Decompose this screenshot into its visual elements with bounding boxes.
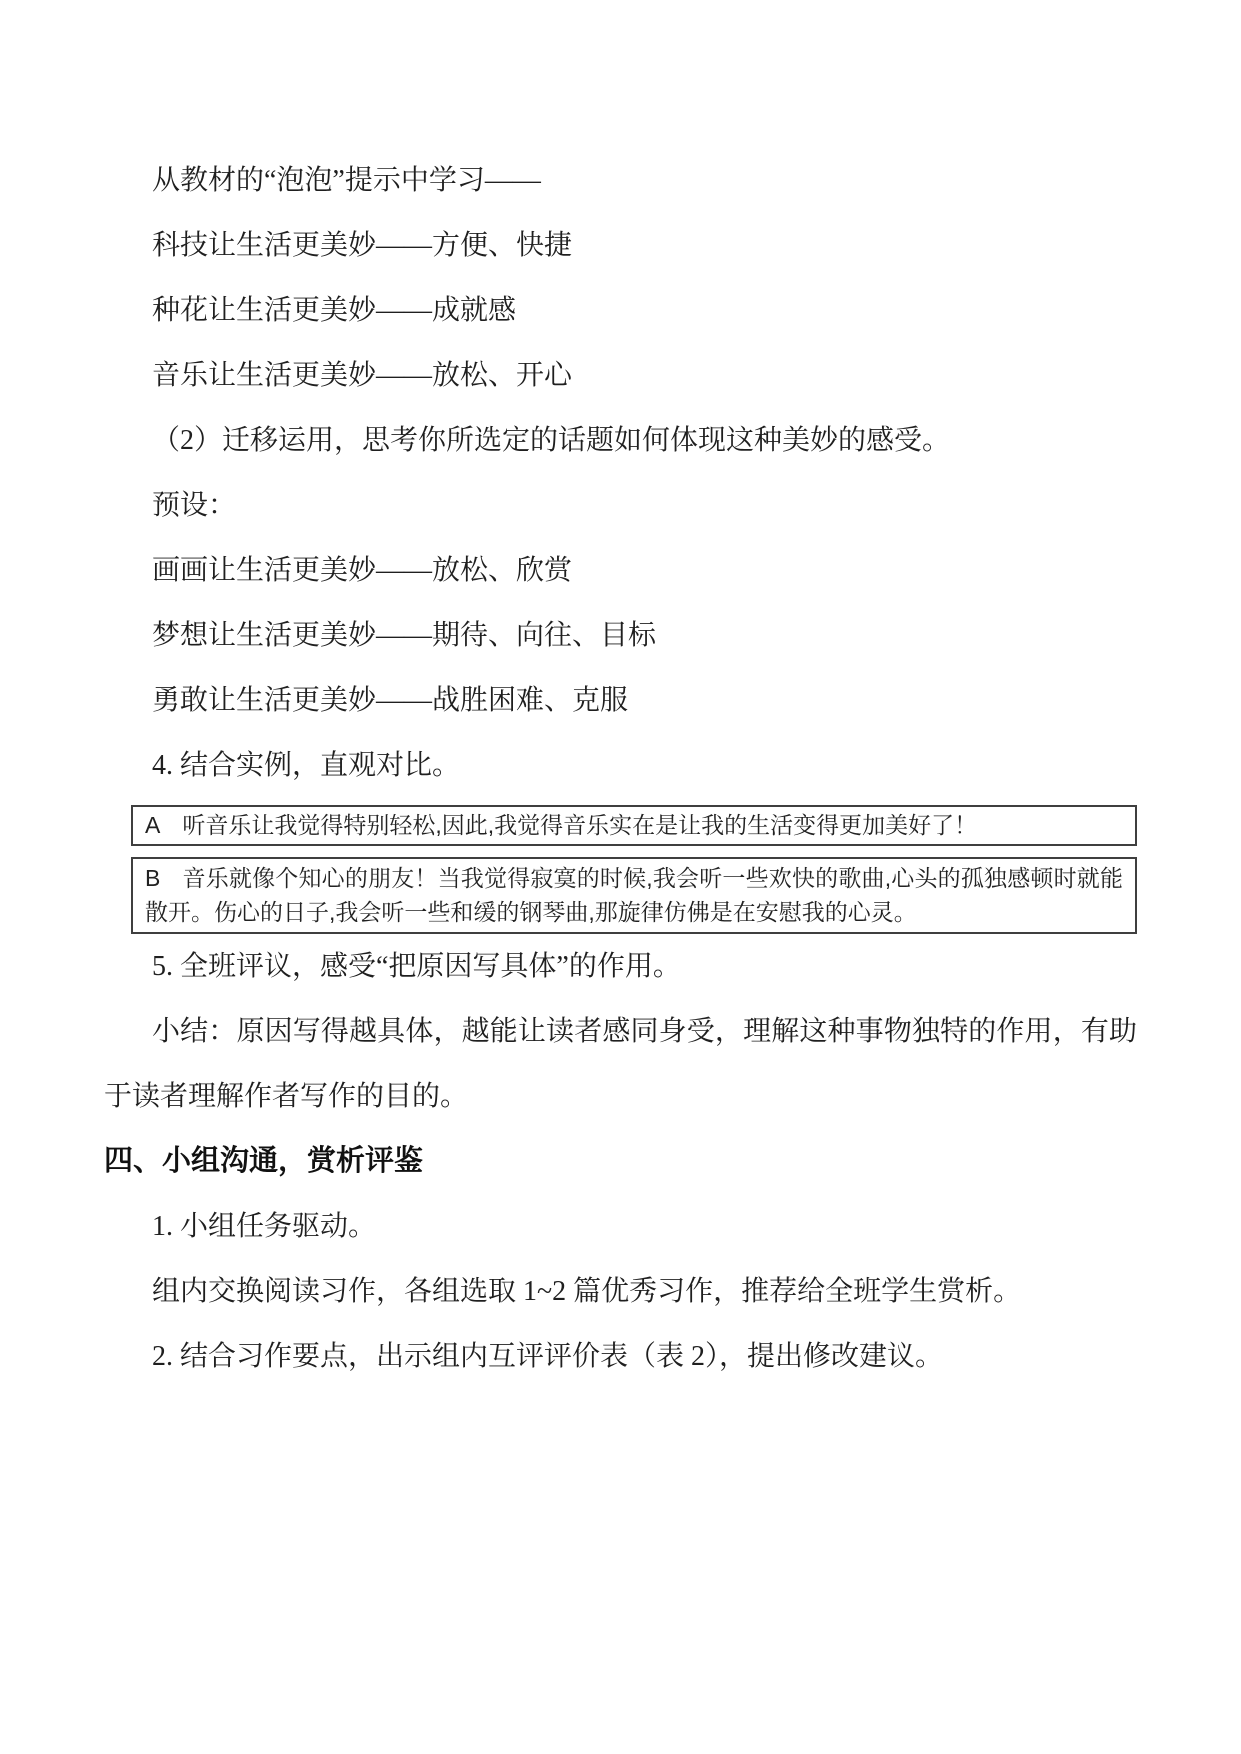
paragraph-flowers: 种花让生活更美妙——成就感 xyxy=(152,295,517,326)
paragraph-tech: 科技让生活更美妙——方便、快捷 xyxy=(152,230,573,261)
paragraph-drawing: 画画让生活更美妙——放松、欣赏 xyxy=(152,555,573,586)
paragraph-step5: 5. 全班评议，感受“把原因写具体”的作用。 xyxy=(152,951,681,982)
paragraph-music: 音乐让生活更美妙——放松、开心 xyxy=(152,360,573,391)
example-box-a xyxy=(131,805,1137,846)
paragraph-courage: 勇敢让生活更美妙——战胜困难、克服 xyxy=(152,685,629,716)
paragraph-exchange: 组内交换阅读习作，各组选取 1~2 篇优秀习作，推荐给全班学生赏析。 xyxy=(152,1276,1022,1307)
paragraph-summary: 小结：原因写得越具体，越能让读者感同身受，理解这种事物独特的作用，有助于读者理解作者写作的目的。 xyxy=(104,1016,1137,1112)
example-box-b xyxy=(131,857,1137,934)
paragraph-group-task: 1. 小组任务驱动。 xyxy=(152,1211,377,1242)
paragraph-bubble-hint: 从教材的“泡泡”提示中学习—— xyxy=(152,165,541,196)
example-a-label: A xyxy=(145,812,161,838)
paragraph-step4: 4. 结合实例，直观对比。 xyxy=(152,750,461,781)
paragraph-step2-review: 2. 结合习作要点，出示组内互评评价表（表 2），提出修改建议。 xyxy=(152,1341,944,1372)
example-a-text: 听音乐让我觉得特别轻松,因此,我觉得音乐实在是让我的生活变得更加美好了！ xyxy=(182,812,978,838)
paragraph-dream: 梦想让生活更美妙——期待、向往、目标 xyxy=(152,620,657,651)
paragraph-transfer: （2）迁移运用，思考你所选定的话题如何体现这种美妙的感受。 xyxy=(152,425,951,456)
example-b-text: 音乐就像个知心的朋友！当我觉得寂寞的时候,我会听一些欢快的歌曲,心头的孤独感顿时就能散开。伤心的日子,我会听一些和缓的钢琴曲,那旋律仿佛是在安慰我的心灵。 xyxy=(145,865,1123,925)
section-heading: 四、小组沟通，赏析评鉴 xyxy=(104,1145,424,1177)
paragraph-preset: 预设： xyxy=(152,490,237,521)
example-b-label: B xyxy=(145,865,161,891)
